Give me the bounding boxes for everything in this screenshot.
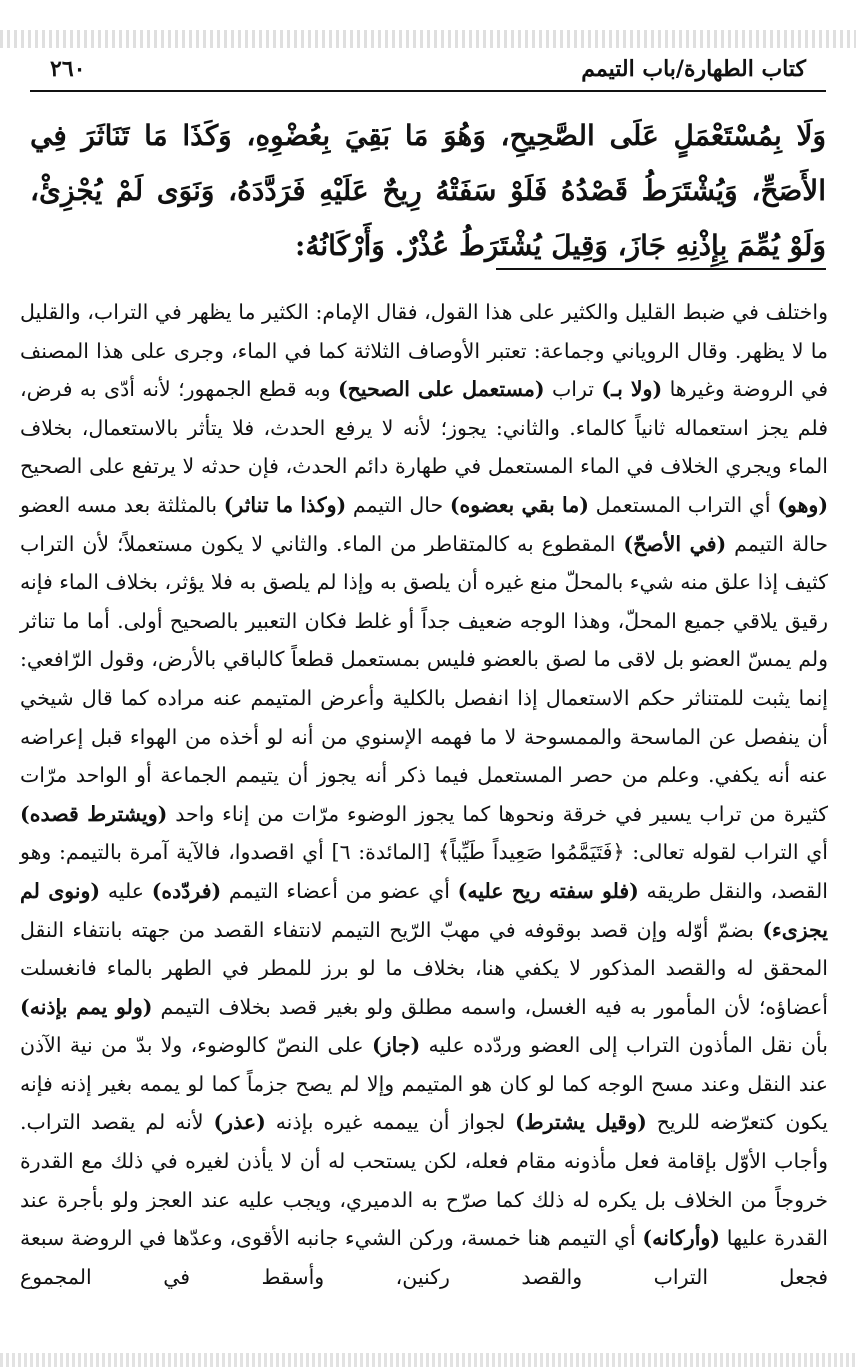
commentary-segment: المقطوع به كالمتقاطر من الماء. والثاني لا يكون مستعملاً؛ لأن التراب كثيف إذا علق منه شيء بالمحلّ منع غيره أن يلصق به وإذا لم يلصق به فلا يؤثر، بخلاف الماء فإنه رقيق يلاقي جميع المحلّ، وهذا الوجه ضعيف جداً أو غلط فكان التعبير بالصحيح أولى. أما ما تناثر ولم يمسّ العضو بل لاقى ما لصق بالعضو فليس بمستعمل قطعاً كالباقي بالأرض، وقول الرّافعي: إنما يثبت للمتناثر حكم الاستعمال إذا انفصل بالكلية وأعرض المتيمم عنه مراده كما قال شيخي أن ينفصل عن الماسحة والممسوحة لا ما فهمه الإسنوي من أنه لو أخذه من الهواء قبل إعراضه عنه أنه يكفي. وعلم من حصر المستعمل فيما ذكر أنه يجوز أن يتيمم الجماعة أو الواحد مرّات كثيرة من تراب يسير في خرقة ونحوها كما يجوز الوضوء مرّات من إناء واحد [20,531,828,826]
commentary-segment: وبه قطع الجمهور؛ لأنه أدّى به فرض، فلم يجز استعماله ثانياً كالماء. والثاني: يجوز؛ لأنه لا يرفع الحدث، فلا يتأثر بالاستعمال، بخلاف الماء ويجري الخلاف في الماء المستعمل في طهارة دائم الحدث، فإن حدثه لا يرتفع على الصحيح [20,377,828,479]
quoted-matn-phrase: (ولو يمم بإذنه) [20,994,153,1019]
quoted-matn-phrase: (فردّده) [151,878,222,903]
commentary-segment: واختلف في ضبط القليل والكثير على هذا القول، فقال الإمام: الكثير ما يظهر في التراب، والقليل ما لا يظهر. وقال الروياني وجماعة: تعتبر الأوصاف الثلاثة كما في الماء، وجرى على هذا المصنف في الروضة وغيرها [20,300,828,402]
matn-text: وَلَا بِمُسْتَعْمَلٍ عَلَى الصَّحِيحِ، وَهُوَ مَا بَقِيَ بِعُضْوِهِ، وَكَذَا مَا تَنَاثَرَ فِي الأَصَحِّ، وَيُشْتَرَطُ قَصْدُهُ فَلَوْ سَفَتْهُ رِيحٌ عَلَيْهِ فَرَدَّدَهُ، وَنَوَى لَمْ يُجْزِئْ، وَلَوْ يُمِّمَ بِإِذْنِهِ جَازَ، وَقِيلَ يُشْتَرَطُ عُذْرٌ. وَأَرْكَانُهُ: [30,119,826,262]
quoted-matn-phrase: (مستعمل على الصحيح) [337,377,545,402]
quoted-matn-phrase: (ولا بـ) [601,377,663,402]
commentary-text [20,293,828,1296]
quoted-matn-phrase: (ونوى لم يجزىء) [20,878,828,942]
commentary-segment: على النصّ كالوضوء، ولا بدّ من نية الآذن عند النقل وعند مسح الوجه كما لو كان هو المتيمم وإلا لم يصح جزماً كما لو يممه بغير إذنه فإنه يكون كتعرّضه للريح [20,1033,829,1135]
matn-separator [496,268,826,270]
quoted-matn-phrase: (ما بقي بعضوه) [449,492,589,517]
quoted-matn-phrase: (وكذا ما تناثر) [223,492,347,517]
commentary-segment: لجواز أن ييممه غيره بإذنه [265,1110,515,1135]
commentary-segment: أي عضو من أعضاء التيمم [221,878,458,903]
quoted-matn-phrase: (ويشترط قصده) [20,801,168,826]
page-number: ٢٦٠ [50,56,86,82]
quoted-matn-phrase: (وهو) [777,492,829,517]
commentary-segment: بضمّ أوّله وإن قصد بوقوفه في مهبّ الرّيح التيمم لانتفاء القصد من جهته بانتفاء النقل المحقق له والقصد المذكور لا يكفي هنا، بخلاف ما لو برز للمطر في الطهر بالماء فانغسلت أعضاؤه؛ لأن المأمور به فيه الغسل، واسمه مطلق ولو بغير قصد بخلاف التيمم [20,917,829,1019]
running-title: كتاب الطهارة/باب التيمم [581,56,806,82]
bottom-ornamental-border [0,1353,856,1367]
page-header [50,52,806,86]
commentary-segment: بأن نقل المأذون التراب إلى العضو وردّده عليه [420,1033,828,1058]
commentary-segment: أي التراب المستعمل [588,492,778,517]
commentary-segment: بالمثلثة بعد مسه العضو حالة التيمم [20,492,829,556]
commentary-segment: لأنه لم يقصد التراب. وأجاب الأوّل بإقامة فعل مأذونه مقام فعله، لكن يستحب له أن لا يأذن لغيره في ذلك مع القدرة خروجاً من الخلاف بل يكره له ذلك كما صرّح به الدميري، ويجب عليه عند العجز ولو بأجرة عند القدرة عليها [20,1110,828,1251]
commentary-segment: أي التراب لقوله تعالى: ﴿فَتَيَمَّمُوا صَعِيداً طَيِّباً﴾ [المائدة: ٦] أي اقصدوا، فالآية آمرة بالتيمم: وهو القصد، والنقل طريقه [20,840,828,903]
commentary-segment: حال التيمم [346,492,450,517]
top-ornamental-border [0,30,856,48]
commentary-segment: تراب [544,377,602,402]
commentary-segment: أي التيمم هنا خمسة، وركن الشيء جانبه الأقوى، وعدّها في الروضة سبعة فجعل التراب والقصد ركنين، وأسقط في المجموع [20,1226,828,1289]
quoted-matn-phrase: (وقيل يشترط) [514,1110,647,1135]
quoted-matn-phrase: (في الأصحّ) [623,531,727,556]
quoted-matn-phrase: (جاز) [371,1033,421,1058]
quoted-matn-phrase: (وأركانه) [642,1226,721,1251]
commentary-segment: عليه [100,878,152,903]
header-rule [30,90,826,92]
quoted-matn-phrase: (عذر) [213,1110,266,1135]
quoted-matn-phrase: (فلو سفته ريح عليه) [457,878,639,903]
